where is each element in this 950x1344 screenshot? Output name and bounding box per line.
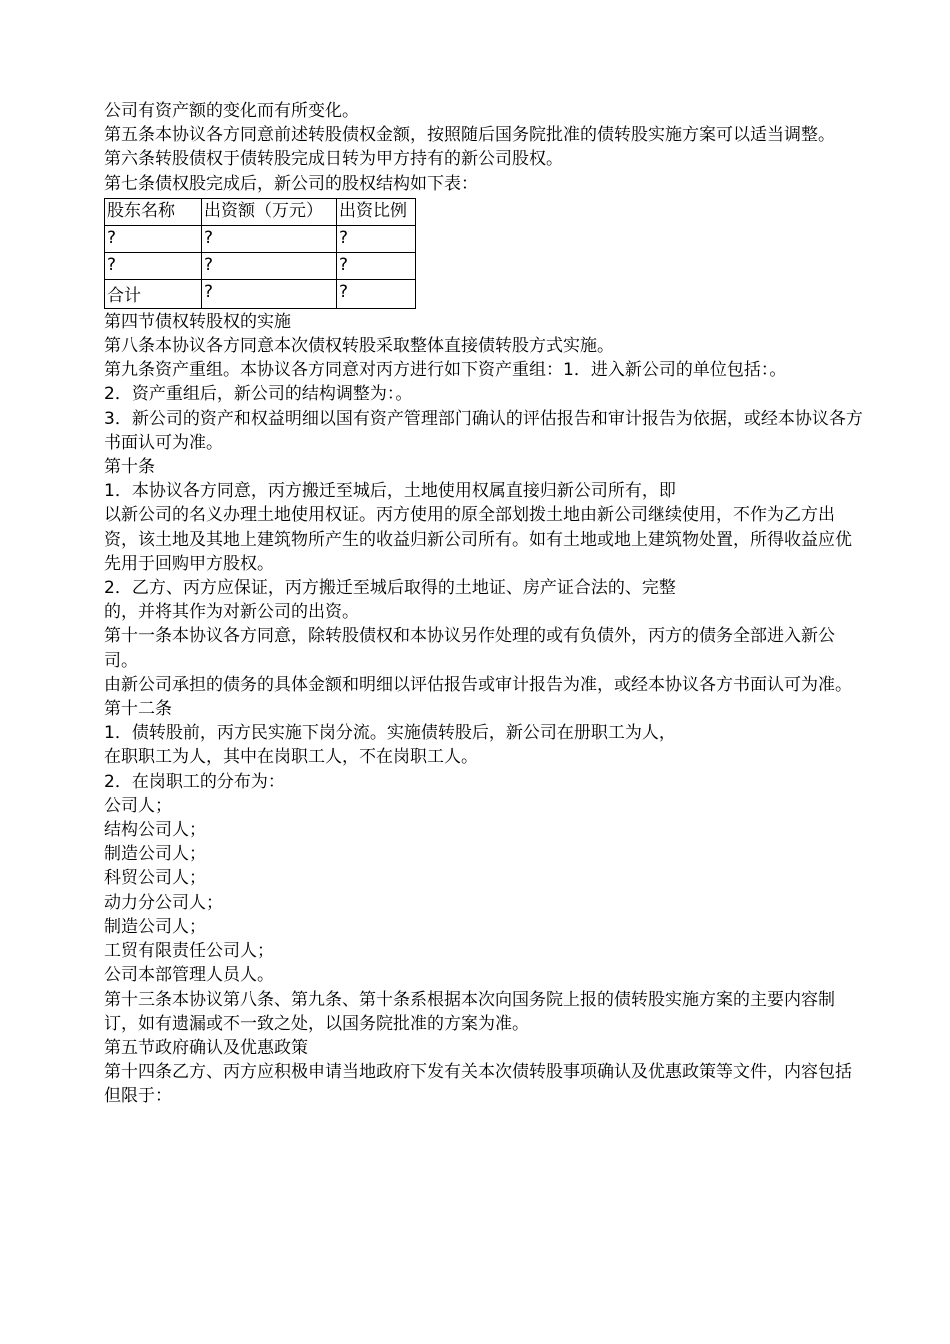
paragraph: 2．资产重组后，新公司的结构调整为：。: [104, 384, 413, 405]
paragraph: 第八条本协议各方同意本次债权转股采取整体直接债转股方式实施。: [104, 336, 614, 357]
table-cell: ?: [337, 252, 416, 279]
paragraph: 第九条资产重组。本协议各方同意对丙方进行如下资产重组：1．进入新公司的单位包括：。: [104, 360, 787, 381]
paragraph: 动力分公司人；: [104, 892, 223, 913]
table-header-cell: 出资额（万元）: [202, 198, 337, 225]
paragraph: 第五节政府确认及优惠政策: [104, 1037, 308, 1058]
paragraph: 的，并将其作为对新公司的出资。: [104, 602, 359, 623]
paragraph: 第十三条本协议第八条、第九条、第十条系根据本次向国务院上报的债转股实施方案的主要内容制订，如有遗漏或不一致之处，以国务院批准的方案为准。: [104, 989, 835, 1034]
table-header-cell: 股东名称: [105, 198, 202, 225]
table-header-row: [105, 198, 416, 225]
document-continuation: [104, 310, 864, 1109]
paragraph: 2．在岗职工的分布为：: [104, 771, 285, 792]
paragraph-article-6: 第六条转股债权于债转股完成日转为甲方持有的新公司股权。: [104, 149, 563, 170]
paragraph: 第四节债权转股权的实施: [104, 311, 291, 332]
paragraph: 由新公司承担的债务的具体金额和明细以评估报告或审计报告为准，或经本协议各方书面认可为准。: [104, 674, 852, 695]
table-cell: ?: [202, 225, 337, 252]
table-row: [105, 225, 416, 252]
table-cell: ?: [105, 225, 202, 252]
paragraph-article-5: 第五条本协议各方同意前述转股债权金额，按照随后国务院批准的债转股实施方案可以适当调整。: [104, 125, 835, 146]
paragraph: 公司本部管理人员人。: [104, 965, 274, 986]
table-header-cell: 出资比例: [337, 198, 416, 225]
paragraph: 科贸公司人；: [104, 868, 206, 889]
table-total-row: [105, 279, 416, 308]
paragraph: 制造公司人；: [104, 844, 206, 865]
document-body: [104, 99, 864, 1109]
paragraph: 第十二条: [104, 699, 172, 720]
table-row: [105, 252, 416, 279]
table-cell: ?: [202, 279, 337, 308]
table-cell: ?: [105, 252, 202, 279]
paragraph: 第十四条乙方、丙方应积极申请当地政府下发有关本次债转股事项确认及优惠政策等文件，内容包括但限于：: [104, 1062, 852, 1107]
table-cell: ?: [202, 252, 337, 279]
paragraph: 工贸有限责任公司人；: [104, 941, 274, 962]
paragraph: 1．本协议各方同意，丙方搬迁至城后，土地使用权属直接归新公司所有，即: [104, 481, 676, 502]
paragraph-article-7: 第七条债权股完成后，新公司的股权结构如下表：: [104, 173, 478, 194]
paragraph: 2．乙方、丙方应保证，丙方搬迁至城后取得的土地证、房产证合法的、完整: [104, 578, 676, 599]
paragraph: 结构公司人；: [104, 820, 206, 841]
paragraph: 制造公司人；: [104, 916, 206, 937]
paragraph: 在职职工为人，其中在岗职工人，不在岗职工人。: [104, 747, 478, 768]
equity-structure-table: [104, 198, 416, 309]
paragraph: 3．新公司的资产和权益明细以国有资产管理部门确认的评估报告和审计报告为依据，或经本协议各方书面认可为准。: [104, 408, 863, 453]
paragraph: 公司人；: [104, 795, 172, 816]
table-cell: 合计: [105, 279, 202, 308]
paragraph: 以新公司的名义办理土地使用权证。丙方使用的原全部划拨土地由新公司继续使用，不作为乙方出资，该土地及其地上建筑物所产生的收益归新公司所有。如有土地或地上建筑物处置，所得收益应优先用于回购甲方股权。: [104, 505, 852, 574]
paragraph: 公司有资产额的变化而有所变化。: [104, 101, 359, 121]
paragraph: 第十一条本协议各方同意，除转股债权和本协议另作处理的或有负债外，丙方的债务全部进入新公司。: [104, 626, 835, 671]
paragraph: 第十条: [104, 457, 155, 478]
table-cell: ?: [337, 279, 416, 308]
table-cell: ?: [337, 225, 416, 252]
paragraph: 1．债转股前，丙方民实施下岗分流。实施债转股后，新公司在册职工为人，: [104, 723, 676, 744]
